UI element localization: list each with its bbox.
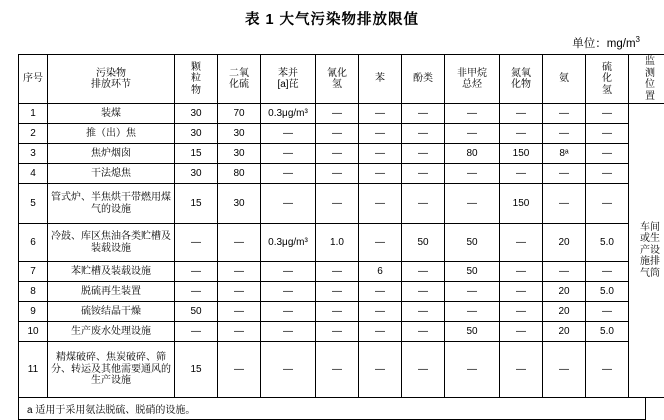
cell-nox: — [500,342,543,398]
header-phenols [402,55,445,104]
cell-h2s: — [586,184,629,224]
monitor-line5: 气筒 [630,268,664,280]
monitor-line2: 或生 [630,233,664,245]
cell-hcn: — [316,322,359,342]
header-nmhc [445,55,500,104]
cell-nmhc: — [445,104,500,124]
header-particulate-c1: 颗 [176,62,216,74]
table-row [19,184,664,224]
cell-h2s: 5.0 [586,224,629,262]
header-particulate-c3: 物 [176,85,216,97]
cell-bap: — [261,124,316,144]
header-bap-l2: [a]芘 [262,79,314,91]
cell-bap: — [261,282,316,302]
unit-text: 单位：mg/m [572,38,635,50]
cell-so2: 30 [218,184,261,224]
cell-nmhc: — [445,184,500,224]
header-h2s-c3: 氢 [587,85,627,97]
header-h2s-c2: 化 [587,73,627,85]
header-nmhc-l1: 非甲烷 [446,68,498,80]
cell-hcn: — [316,302,359,322]
table-row [19,302,664,322]
cell-benzene: — [359,224,402,262]
header-so2 [218,55,261,104]
header-monitor-c3: 位 [630,79,664,91]
cell-particulate: — [175,262,218,282]
header-hcn-l1: 氰化 [317,68,357,80]
table-row [19,224,664,262]
cell-nh3: 20 [543,224,586,262]
cell-nh3: — [543,104,586,124]
cell-particulate: — [175,224,218,262]
page-title: 表 1 大气污染物排放限值 [18,0,646,35]
cell-nmhc: — [445,302,500,322]
cell-nox: — [500,224,543,262]
table-body [19,104,664,398]
cell-phenols: — [402,322,445,342]
cell-benzene: — [359,322,402,342]
cell-seq: 2 [19,124,48,144]
cell-source: 干法熄焦 [48,164,175,184]
cell-particulate: 30 [175,164,218,184]
header-nh3-l1: 氨 [544,73,584,85]
cell-seq: 5 [19,184,48,224]
cell-so2: — [218,282,261,302]
cell-so2: 30 [218,144,261,164]
emission-limits-table [18,54,664,398]
cell-so2: — [218,224,261,262]
cell-bap: — [261,184,316,224]
cell-phenols: — [402,262,445,282]
cell-source: 生产废水处理设施 [48,322,175,342]
cell-bap: 0.3μg/m³ [261,224,316,262]
cell-nh3: 20 [543,282,586,302]
cell-nh3: — [543,184,586,224]
cell-nh3: 20 [543,302,586,322]
cell-phenols: — [402,164,445,184]
cell-h2s: — [586,104,629,124]
cell-source: 脱硫再生装置 [48,282,175,302]
cell-so2: — [218,302,261,322]
cell-seq: 1 [19,104,48,124]
cell-nmhc: — [445,124,500,144]
header-nmhc-l2: 总烃 [446,79,498,91]
table-row [19,164,664,184]
cell-particulate: 50 [175,302,218,322]
cell-seq: 6 [19,224,48,262]
cell-benzene: — [359,104,402,124]
cell-source: 苯贮槽及装载设施 [48,262,175,282]
header-h2s-c1: 硫 [587,62,627,74]
cell-h2s: 5.0 [586,322,629,342]
monitor-line1: 车间 [630,222,664,234]
cell-source: 装煤 [48,104,175,124]
cell-nmhc: 80 [445,144,500,164]
header-seq-text: 序号 [20,73,46,85]
header-seq [19,55,48,104]
cell-benzene: — [359,124,402,144]
cell-source: 冷鼓、库区焦油各类贮槽及装载设施 [48,224,175,262]
header-nox [500,55,543,104]
cell-particulate: 15 [175,342,218,398]
monitor-line3: 产设 [630,245,664,257]
cell-hcn: — [316,184,359,224]
cell-hcn: — [316,342,359,398]
cell-so2: — [218,262,261,282]
cell-nox: — [500,104,543,124]
cell-benzene: — [359,302,402,322]
cell-particulate: — [175,282,218,302]
header-benzo-a-pyrene [261,55,316,104]
cell-seq: 8 [19,282,48,302]
cell-hcn: — [316,262,359,282]
header-source [48,55,175,104]
cell-h2s: — [586,302,629,322]
cell-h2s: — [586,342,629,398]
header-monitor-location [629,55,664,104]
cell-phenols: — [402,124,445,144]
cell-benzene: — [359,164,402,184]
cell-seq: 10 [19,322,48,342]
footnote-row [19,398,646,420]
header-monitor-c2: 测 [630,68,664,80]
cell-benzene: — [359,184,402,224]
cell-bap: — [261,144,316,164]
header-monitor-c4: 置 [630,91,664,103]
cell-source: 推（出）焦 [48,124,175,144]
header-particulate [175,55,218,104]
cell-bap: — [261,322,316,342]
cell-hcn: — [316,144,359,164]
header-benzene-l1: 苯 [360,73,400,85]
table-row [19,342,664,398]
cell-particulate: — [175,322,218,342]
table-row [19,124,664,144]
cell-hcn: — [316,164,359,184]
cell-nox: — [500,302,543,322]
cell-nh3: — [543,342,586,398]
cell-nmhc: — [445,164,500,184]
cell-h2s: 5.0 [586,282,629,302]
cell-benzene: — [359,144,402,164]
cell-particulate: 15 [175,184,218,224]
header-source-line2: 排放环节 [49,79,173,91]
header-monitor-c1: 监 [630,56,664,68]
table-row [19,322,664,342]
cell-nox: — [500,262,543,282]
cell-nox: 150 [500,184,543,224]
header-so2-l2: 化硫 [219,79,259,91]
cell-h2s: — [586,262,629,282]
cell-source: 精煤破碎、焦炭破碎、筛分、转运及其他需要通风的生产设施 [48,342,175,398]
header-ammonia [543,55,586,104]
cell-particulate: 15 [175,144,218,164]
cell-benzene: 6 [359,262,402,282]
table-header [19,55,664,104]
cell-phenols: — [402,302,445,322]
cell-seq: 7 [19,262,48,282]
cell-so2: 80 [218,164,261,184]
header-hcn-l2: 氢 [317,79,357,91]
cell-phenols: — [402,342,445,398]
cell-phenols: — [402,144,445,164]
cell-hcn: — [316,282,359,302]
cell-nmhc: — [445,282,500,302]
cell-seq: 11 [19,342,48,398]
cell-nmhc: 50 [445,322,500,342]
cell-monitor-location [629,104,664,398]
cell-nh3: 20 [543,322,586,342]
cell-nmhc: 50 [445,262,500,282]
cell-nh3: — [543,124,586,144]
header-phenols-l1: 酚类 [403,73,443,85]
cell-hcn: — [316,124,359,144]
cell-phenols: — [402,282,445,302]
monitor-line4: 施排 [630,256,664,268]
cell-hcn: 1.0 [316,224,359,262]
cell-phenols: — [402,184,445,224]
header-source-line1: 污染物 [49,68,173,80]
cell-bap: 0.3μg/m³ [261,104,316,124]
cell-particulate: 30 [175,104,218,124]
table-row [19,282,664,302]
header-nox-l2: 化物 [501,79,541,91]
cell-nox: — [500,164,543,184]
cell-nh3: — [543,164,586,184]
cell-nmhc: 50 [445,224,500,262]
cell-nmhc: — [445,342,500,398]
cell-bap: — [261,342,316,398]
cell-seq: 4 [19,164,48,184]
cell-nox: — [500,322,543,342]
table-row [19,104,664,124]
header-particulate-c2: 粒 [176,73,216,85]
cell-bap: — [261,262,316,282]
cell-benzene: — [359,342,402,398]
cell-hcn: — [316,104,359,124]
cell-nox: — [500,282,543,302]
table-row [19,144,664,164]
cell-seq: 9 [19,302,48,322]
cell-particulate: 30 [175,124,218,144]
cell-phenols: 50 [402,224,445,262]
cell-bap: — [261,302,316,322]
cell-so2: — [218,342,261,398]
header-hydrogen-cyanide [316,55,359,104]
footnote-text: a 适用于采用氨法脱硫、脱硝的设施。 [19,398,646,420]
header-hydrogen-sulfide [586,55,629,104]
cell-h2s: — [586,164,629,184]
table-footnote [18,398,646,420]
cell-seq: 3 [19,144,48,164]
cell-so2: 30 [218,124,261,144]
header-nox-l1: 氮氧 [501,68,541,80]
cell-h2s: — [586,144,629,164]
cell-nox: — [500,124,543,144]
unit-exponent: 3 [636,35,640,44]
cell-h2s: — [586,124,629,144]
cell-bap: — [261,164,316,184]
cell-nox: 150 [500,144,543,164]
cell-nh3: 8ᵃ [543,144,586,164]
cell-so2: 70 [218,104,261,124]
unit-label [18,35,646,54]
header-bap-l1: 苯并 [262,68,314,80]
cell-nh3: — [543,262,586,282]
cell-source: 硫铵结晶干燥 [48,302,175,322]
header-benzene [359,55,402,104]
cell-source: 焦炉烟囱 [48,144,175,164]
table-header-row [19,55,664,104]
table-row [19,262,664,282]
cell-phenols: — [402,104,445,124]
header-so2-l1: 二氧 [219,68,259,80]
cell-source: 管式炉、半焦烘干带燃用煤气的设施 [48,184,175,224]
cell-so2: — [218,322,261,342]
cell-benzene: — [359,282,402,302]
